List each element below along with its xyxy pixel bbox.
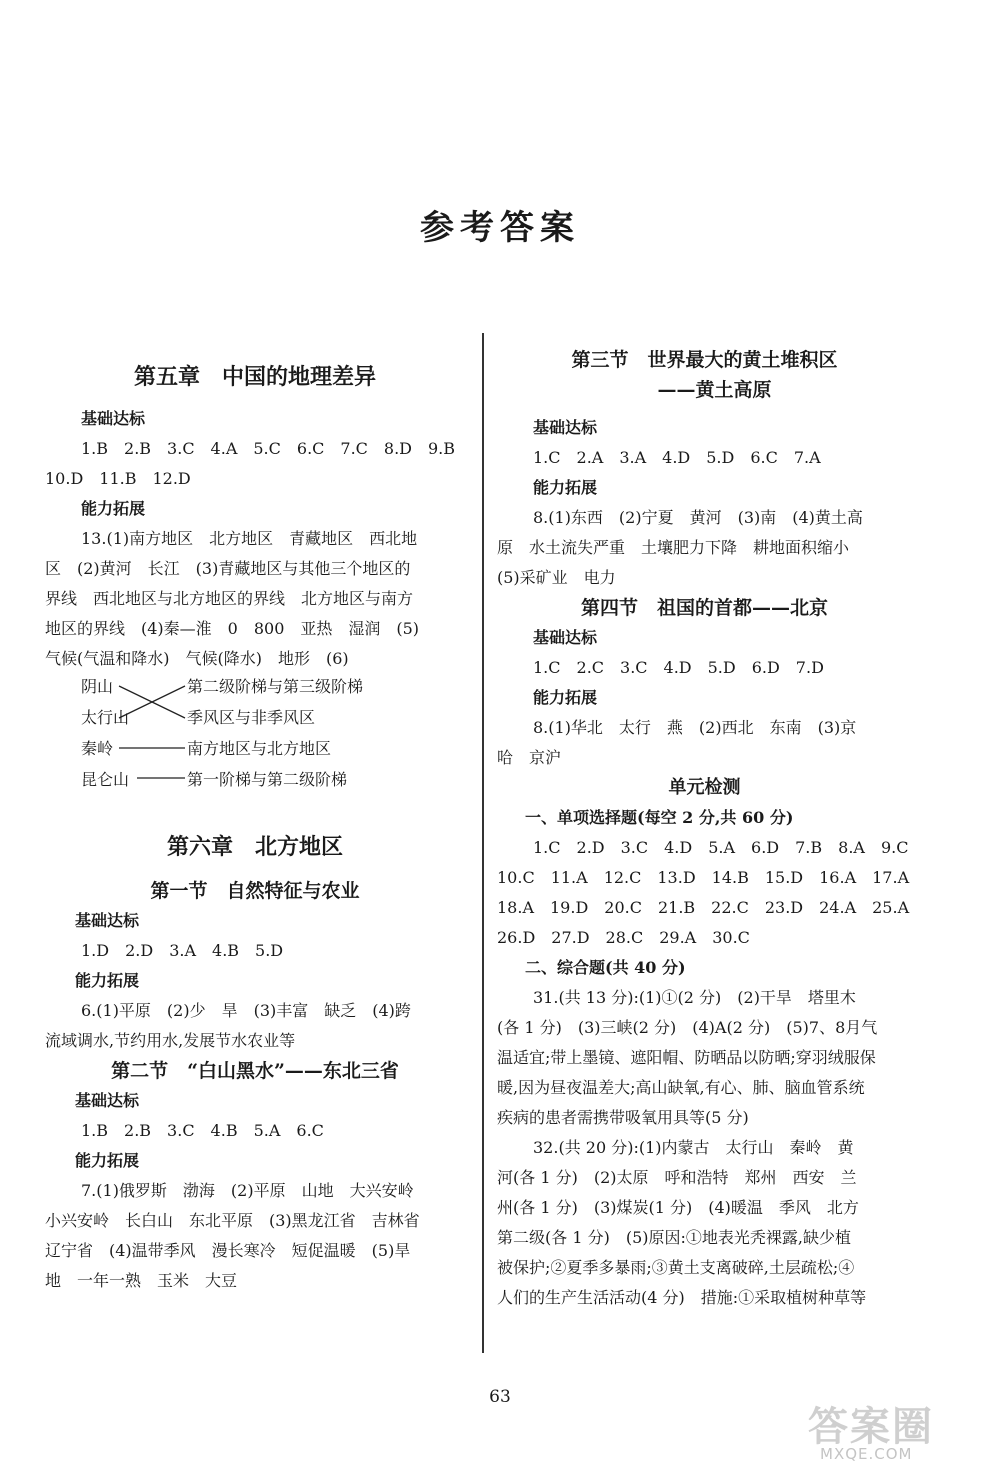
part1-line: 10.C 11.A 12.C 13.D 14.B 15.D 16.A 17.A xyxy=(497,868,910,887)
s3-ability-line: (5)采矿业 电力 xyxy=(497,568,616,587)
match-left-item: 阴山 xyxy=(81,677,114,696)
section-3-subheading: ——黄土高原 xyxy=(657,379,772,401)
s3-ability-line: 原 水土流失严重 土壤肥力下降 耕地面积缩小 xyxy=(497,538,850,557)
s2-ability-line: 7.(1)俄罗斯 渤海 (2)平原 山地 大兴安岭 xyxy=(81,1181,414,1200)
part2-label: 二、综合题(共 40 分) xyxy=(525,958,686,977)
s4-ability-label: 能力拓展 xyxy=(533,688,598,707)
ch5-ability-label: 能力拓展 xyxy=(81,499,146,518)
watermark-url: MXQE.COM xyxy=(820,1445,913,1463)
match-right-item: 南方地区与北方地区 xyxy=(187,739,332,758)
watermark-logo xyxy=(808,1395,983,1465)
s1-ability-line: 流域调水,节约用水,发展节水农业等 xyxy=(45,1031,296,1050)
ch5-basic-label: 基础达标 xyxy=(81,409,146,428)
matching-diagram xyxy=(45,674,465,798)
watermark-text: 答案圈 xyxy=(808,1404,934,1450)
s3-basic-label: 基础达标 xyxy=(533,418,598,437)
part1-line: 1.C 2.D 3.C 4.D 5.A 6.D 7.B 8.A 9.C xyxy=(533,838,909,857)
part2-line: 31.(共 13 分):(1)①(2 分) (2)干旱 塔里木 xyxy=(533,988,856,1007)
s3-ability-label: 能力拓展 xyxy=(533,478,598,497)
page-title: 参考答案 xyxy=(420,208,580,248)
unit-test-heading: 单元检测 xyxy=(668,777,741,798)
column-divider xyxy=(482,333,484,1353)
s4-ability-line: 8.(1)华北 太行 燕 (2)西北 东南 (3)京 xyxy=(533,718,857,737)
s2-ability-line: 地 一年一熟 玉米 大豆 xyxy=(45,1271,238,1290)
s3-basic-line: 1.C 2.A 3.A 4.D 5.D 6.C 7.A xyxy=(533,448,821,467)
ch5-ability-line: 区 (2)黄河 长江 (3)青藏地区与其他三个地区的 xyxy=(45,559,411,578)
part1-line: 26.D 27.D 28.C 29.A 30.C xyxy=(497,928,750,947)
section-1-heading: 第一节 自然特征与农业 xyxy=(150,880,360,902)
chapter-5-heading: 第五章 中国的地理差异 xyxy=(133,364,376,390)
s2-ability-line: 小兴安岭 长白山 东北平原 (3)黑龙江省 吉林省 xyxy=(45,1211,420,1230)
part2-line: 32.(共 20 分):(1)内蒙古 太行山 秦岭 黄 xyxy=(533,1138,854,1157)
ch5-ability-line: 13.(1)南方地区 北方地区 青藏地区 西北地 xyxy=(81,529,418,548)
s1-basic-label: 基础达标 xyxy=(75,911,140,930)
match-left-item: 昆仑山 xyxy=(81,770,130,789)
match-right-item: 季风区与非季风区 xyxy=(187,708,316,727)
ch5-ability-line: 地区的界线 (4)秦—淮 0 800 亚热 湿润 (5) xyxy=(45,619,420,638)
s2-ability-line: 辽宁省 (4)温带季风 漫长寒冷 短促温暖 (5)旱 xyxy=(45,1241,411,1260)
s1-ability-label: 能力拓展 xyxy=(75,971,140,990)
part1-line: 18.A 19.D 20.C 21.B 22.C 23.D 24.A 25.A xyxy=(497,898,910,917)
s4-ability-line: 哈 京沪 xyxy=(497,748,562,767)
part1-label: 一、单项选择题(每空 2 分,共 60 分) xyxy=(525,808,794,827)
ch5-ability-line: 界线 西北地区与北方地区的界线 北方地区与南方 xyxy=(45,589,414,608)
ch5-basic-line: 10.D 11.B 12.D xyxy=(45,469,191,488)
right-column xyxy=(497,345,912,1313)
s2-basic-line: 1.B 2.B 3.C 4.B 5.A 6.C xyxy=(81,1121,324,1140)
part2-line: 河(各 1 分) (2)太原 呼和浩特 郑州 西安 兰 xyxy=(497,1168,857,1187)
s3-ability-line: 8.(1)东西 (2)宁夏 黄河 (3)南 (4)黄土高 xyxy=(533,508,863,527)
s4-basic-label: 基础达标 xyxy=(533,628,598,647)
match-left-item: 太行山 xyxy=(81,708,130,727)
s4-basic-line: 1.C 2.C 3.C 4.D 5.D 6.D 7.D xyxy=(533,658,824,677)
section-3-heading: 第三节 世界最大的黄土堆积区 xyxy=(571,349,838,371)
s2-ability-label: 能力拓展 xyxy=(75,1151,140,1170)
part2-line: 被保护;②夏季多暴雨;③黄土支离破碎,土层疏松;④ xyxy=(497,1258,855,1277)
part2-line: 州(各 1 分) (3)煤炭(1 分) (4)暖温 季风 北方 xyxy=(497,1198,859,1217)
left-column xyxy=(45,360,465,1296)
page-number: 63 xyxy=(489,1387,511,1407)
s1-basic-line: 1.D 2.D 3.A 4.B 5.D xyxy=(81,941,284,960)
part2-line: 温适宜;带上墨镜、遮阳帽、防晒品以防晒;穿羽绒服保 xyxy=(497,1048,876,1067)
s1-ability-line: 6.(1)平原 (2)少 旱 (3)丰富 缺乏 (4)跨 xyxy=(81,1001,411,1020)
match-right-item: 第一阶梯与第二级阶梯 xyxy=(187,770,348,789)
part2-line: 人们的生产生活活动(4 分) 措施:①采取植树种草等 xyxy=(497,1288,867,1307)
ch5-basic-line: 1.B 2.B 3.C 4.A 5.C 6.C 7.C 8.D 9.B xyxy=(81,439,456,458)
section-4-heading: 第四节 祖国的首都——北京 xyxy=(580,597,828,619)
part2-line: 第二级(各 1 分) (5)原因:①地表光秃裸露,缺少植 xyxy=(497,1228,851,1247)
chapter-6-heading: 第六章 北方地区 xyxy=(166,834,343,860)
section-2-heading: 第二节 “白山黑水”——东北三省 xyxy=(111,1060,399,1082)
match-right-item: 第二级阶梯与第三级阶梯 xyxy=(187,677,364,696)
s2-basic-label: 基础达标 xyxy=(75,1091,140,1110)
part2-line: 暖,因为昼夜温差大;高山缺氧,有心、肺、脑血管系统 xyxy=(497,1078,865,1097)
part2-line: 疾病的患者需携带吸氧用具等(5 分) xyxy=(497,1108,749,1127)
part2-line: (各 1 分) (3)三峡(2 分) (4)A(2 分) (5)7、8月气 xyxy=(497,1018,878,1037)
ch5-ability-line: 气候(气温和降水) 气候(降水) 地形 (6) xyxy=(45,649,349,668)
match-left-item: 秦岭 xyxy=(81,739,114,758)
